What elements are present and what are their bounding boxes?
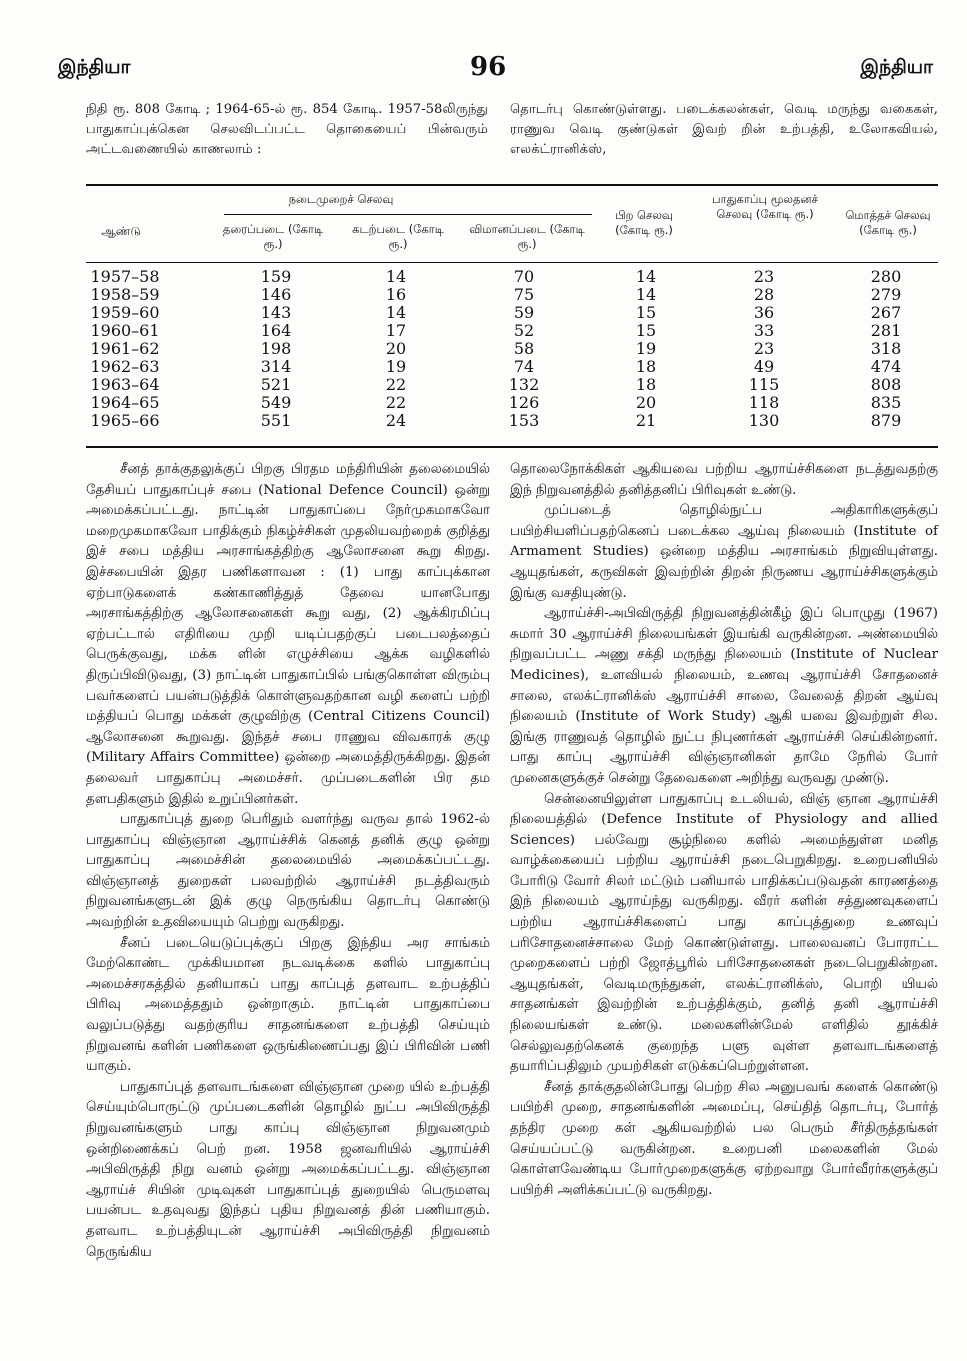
table-row	[86, 394, 938, 412]
cell-capital: 23	[753, 267, 775, 286]
cell-navy: 22	[385, 393, 407, 412]
table-header	[86, 188, 938, 262]
cell-year: 1958–59	[90, 285, 160, 304]
intro-right-paragraph: தொடர்பு கொண்டுள்ளது. படைக்கலன்கள், வெடி மருந்து வகைகள், ராணுவ வெடி குண்டுகள் இவற் றின் உற்பத்தி, உலோகவியல், எலக்ட்ரானிக்ஸ்,	[510, 102, 938, 157]
cell-capital: 33	[753, 321, 775, 340]
cell-air: 58	[513, 339, 535, 358]
cell-capital: 49	[753, 357, 775, 376]
header-navy: கடற்படை (கோடி ரூ.)	[352, 222, 444, 251]
intro-right-column	[510, 100, 938, 160]
cell-air: 153	[508, 411, 540, 430]
cell-year: 1959–60	[90, 303, 160, 322]
cell-year: 1960–61	[90, 321, 160, 340]
running-header-right: இந்தியா	[860, 56, 933, 78]
body-paragraph: சீனத் தாக்குதலுக்குப் பிறகு பிரதம மந்திரியின் தலைமையில் தேசியப் பாதுகாப்புச் சபை (National Defence Council) ஒன்று அமைக்கப்பட்டது. நாட்டின் பாதுகாப்பை நேர்முகமாகவோ மறைமுகமாகவோ பாதிக்கும் நிகழ்ச்சிகள் முதலியவற்றைக் குறித்து இச் சபை மத்திய அரசாங்கத்திற்கு ஆலோசனை கூறு கிறது. இச்சபையின் இதர பணிகளாவன : (1) பாது காப்புக்கான ஏற்பாடுகளைக் கண்காணித்துத் தேவை யானபோது அரசாங்கத்திற்கு ஆலோசனைகள் கூறு வது, (2) ஆக்கிரமிப்பு ஏற்பட்டால் எதிரியை முறி யடிப்பதற்குப் படைபலத்தைப் பெருக்குவது, மக்க ளின் எழுச்சியை ஆக்க வழிகளில் திருப்பிவிடுவது, (3) நாட்டின் பாதுகாப்பில் பங்குகொள்ள விரும்பு பவர்களைப் பயன்படுத்திக் கொள்ளுவதற்கான வழி களைப் பற்றி மத்தியப் பொது மக்கள் குழுவிற்கு (Central Citizens Council) ஆலோசனை கூறுவது. இந்தச் சபை ராணுவ விவகாரக் குழு (Military Affairs Committee) ஒன்றை அமைத்திருக்கிறது. இதன் தலைவர் பாதுகாப்பு அமைச்சர். முப்படைகளின் பிர தம தளபதிகளும் இதில் உறுப்பினர்கள்.	[86, 462, 490, 807]
cell-air: 132	[508, 375, 540, 394]
cell-navy: 24	[385, 411, 407, 430]
cell-army: 521	[260, 375, 292, 394]
body-right-column	[510, 460, 938, 1201]
intro-left-column	[86, 100, 488, 160]
cell-year: 1962–63	[90, 357, 160, 376]
cell-capital: 115	[748, 375, 780, 394]
table-top-rule	[86, 184, 938, 186]
body-paragraph: முப்படைத் தொழில்நுட்ப அதிகாரிகளுக்குப் பயிற்சியளிப்பதற்கெனப் படைக்கல ஆய்வு நிலையம் (Institute of Armament Studies) ஒன்றை மத்திய அரசாங்கம் நிறுவியுள்ளது. ஆயுதங்கள், கருவிகள் இவற்றின் திறன் நிருணய ஆராய்ச்சிகளுக்கும் இங்கு வசதியுண்டு.	[510, 503, 938, 601]
cell-total: 279	[870, 285, 902, 304]
cell-total: 281	[870, 321, 902, 340]
body-paragraph: ஆராய்ச்சி-அபிவிருத்தி நிறுவனத்தின்கீழ் இப் பொழுது (1967) சுமார் 30 ஆராய்ச்சி நிலையங்கள் இயங்கி வருகின்றன. அண்மையில் நிறுவப்பட்ட அணு சக்தி மருந்து நிலையம் (Institute of Nuclear Medicines), உளவியல் நிலையம், உணவு ஆராய்ச்சி சோதனைச் சாலை, எலக்ட்ரானிக்ஸ் ஆராய்ச்சி சாலை, வேலைத் திறன் ஆய்வு நிலையம் (Institute of Work Study) ஆகி யவை இவற்றுள் சில. இங்கு ராணுவத் தொழில் நுட்ப நிபுணர்கள் ஆராய்ச்சி செய்கின்றனர். பாது காப்பு ஆராய்ச்சி விஞ்ஞானிகள் தாமே நேரில் போர் முனைகளுக்குச் சென்று தேவைகளை அறிந்து வருவது முண்டு.	[510, 606, 938, 786]
intro-left-paragraph: நிதி ரூ. 808 கோடி ; 1964-65-ல் ரூ. 854 கோடி. 1957-58லிருந்து பாதுகாப்புக்கென செலவிடப்பட்ட தொகையைப் பின்வரும் அட்டவணையில் காணலாம் :	[86, 102, 488, 157]
cell-air: 59	[513, 303, 535, 322]
cell-other: 20	[635, 393, 657, 412]
cell-other: 14	[635, 267, 657, 286]
table-row	[86, 340, 938, 358]
cell-year: 1964–65	[90, 393, 160, 412]
cell-air: 70	[513, 267, 535, 286]
table-row	[86, 322, 938, 340]
body-paragraph: சென்னையிலுள்ள பாதுகாப்பு உடலியல், விஞ் ஞான ஆராய்ச்சி நிலையத்தில் (Defence Institute of Physiology and allied Sciences) பல்வேறு சூழ்நிலை களில் அமைந்துள்ள மனித வாழ்க்கையைப் பற்றிய ஆராய்ச்சி நடைபெறுகிறது. உறைபனியில் போரிடு வோர் சிலர் மட்டும் பனியால் பாதிக்கப்படுவதன் காரணத்தை இந் நிலையம் ஆராய்ந்து வருகிறது. வீரர் களின் சத்துணவுகளைப் பற்றிய ஆராய்ச்சிகளைப் பாது காப்புத்துறை உணவுப் பரிசோதனைச்சாலை மேற் கொண்டுள்ளது. பாலைவனப் போராட்ட முறைகளைப் பற்றி ஜோத்பூரில் பரிசோதனைகள் நடைபெறுகின்றன. ஆயுதங்கள், வெடிமருந்துகள், எலக்ட்ரானிக்ஸ், பொறி யியல் சாதனங்கள் இவற்றின் உற்பத்திக்கும், தனித் தனி ஆராய்ச்சி நிலையங்கள் உண்டு. மலைகளின்மேல் எளிதில் தூக்கிச் செல்லுவதற்கெனக் குறைந்த பளு வுள்ள தளவாடங்களைத் தயாரிப்பதிலும் முயற்சிகள் எடுக்கப்பெற்றுள்ளன.	[510, 791, 938, 1075]
cell-capital: 118	[748, 393, 780, 412]
cell-capital: 36	[753, 303, 775, 322]
cell-year: 1961–62	[90, 339, 160, 358]
table-row	[86, 268, 938, 286]
page-number: 96	[470, 52, 507, 82]
cell-total: 267	[870, 303, 902, 322]
cell-other: 15	[635, 321, 657, 340]
body-left-column	[86, 460, 490, 1263]
cell-navy: 20	[385, 339, 407, 358]
body-paragraph: சீனப் படையெடுப்புக்குப் பிறகு இந்திய அர சாங்கம் மேற்கொண்ட முக்கியமான நடவடிக்கை களில் பாதுகாப்பு அமைச்சரகத்தில் தனியாகப் பாது காப்புத் தளவாட உற்பத்திப் பிரிவு அமைத்ததும் ஒன்றாகும். நாட்டின் பாதுகாப்பை வலுப்படுத்து வதற்குரிய சாதனங்களை உற்பத்தி செய்யும் நிறுவனங் களின் பணிகளை ஒருங்கிணைப்பது இப் பிரிவின் பணி யாகும்.	[86, 935, 490, 1075]
cell-total: 879	[870, 411, 902, 430]
cell-air: 74	[513, 357, 535, 376]
cell-army: 198	[260, 339, 292, 358]
body-paragraph: பாதுகாப்புத் தளவாடங்களை விஞ்ஞான முறை யில் உற்பத்தி செய்யும்பொருட்டு முப்படைகளின் தொழில் நுட்ப அபிவிருத்தி நிறுவனங்களும் பாது காப்பு விஞ்ஞான நிறுவனமும் ஒன்றிணைக்கப் பெற் றன. 1958 ஜனவரியில் ஆராய்ச்சி அபிவிருத்தி நிறு வனம் ஒன்று அமைக்கப்பட்டது. விஞ்ஞான ஆராய்ச் சியின் முடிவுகள் பாதுகாப்புத் துறையில் பெருமளவு பயன்பட உதவுவது இந்தப் புதிய நிறுவனத் தின் பணியாகும். தளவாட உற்பத்தியுடன் ஆராய்ச்சி அபிவிருத்தி நிறுவனம் நெருங்கிய	[86, 1079, 490, 1260]
cell-army: 551	[260, 411, 292, 430]
table-header-rule	[86, 262, 938, 263]
cell-army: 314	[260, 357, 292, 376]
table-bottom-rule	[86, 446, 938, 448]
table-row	[86, 358, 938, 376]
cell-total: 318	[870, 339, 902, 358]
cell-other: 19	[635, 339, 657, 358]
cell-navy: 19	[385, 357, 407, 376]
header-air: விமானப்படை (கோடி ரூ.)	[469, 222, 585, 251]
cell-total: 835	[870, 393, 902, 412]
cell-navy: 17	[385, 321, 407, 340]
cell-other: 21	[635, 411, 657, 430]
cell-year: 1963–64	[90, 375, 160, 394]
header-capital: பாதுகாப்பு மூலதனச் செலவு (கோடி ரூ.)	[712, 192, 818, 221]
cell-capital: 23	[753, 339, 775, 358]
cell-other: 15	[635, 303, 657, 322]
cell-army: 143	[260, 303, 292, 322]
cell-air: 75	[513, 285, 535, 304]
cell-other: 18	[635, 357, 657, 376]
cell-army: 549	[260, 393, 292, 412]
cell-navy: 22	[385, 375, 407, 394]
table-row	[86, 412, 938, 430]
header-other: பிற செலவு (கோடி ரூ.)	[615, 208, 673, 237]
cell-year: 1957–58	[90, 267, 160, 286]
body-paragraph: பாதுகாப்புத் துறை பெரிதும் வளர்ந்து வருவ தால் 1962-ல் பாதுகாப்பு விஞ்ஞான ஆராய்ச்சிக் கெனத் தனிக் குழு ஒன்று பாதுகாப்பு அமைச்சின் தலைமையில் அமைக்கப்பட்டது. விஞ்ஞானத் துறைகள் பலவற்றில் ஆராய்ச்சி நடத்திவரும் நிறுவனங்களுடன் இக் குழு நெருங்கிய தொடர்பு கொண்டு அவற்றின் உதவியையும் பெற்று வருகிறது.	[86, 812, 490, 931]
header-group-underline	[224, 214, 592, 215]
body-paragraph: சீனத் தாக்குதலின்போது பெற்ற சில அனுபவங் களைக் கொண்டு பயிற்சி முறை, சாதனங்களின் அமைப்பு, செய்தித் தொடர்பு, போர்த் தந்திர முறை கள் ஆகியவற்றில் பல பெரும் சீர்திருத்தங்கள் செய்யப்பட்டு வருகின்றன. உறைபனி மலைகளின் மேல் கொள்ளவேண்டிய போர்முறைகளுக்கு ஏற்றவாறு போர்வீரர்களுக்குப் பயிற்சி அளிக்கப்பட்டு வருகிறது.	[510, 1079, 938, 1198]
cell-capital: 28	[753, 285, 775, 304]
table-row	[86, 286, 938, 304]
cell-air: 126	[508, 393, 540, 412]
running-header-left: இந்தியா	[58, 56, 131, 78]
cell-air: 52	[513, 321, 535, 340]
header-army: தரைப்படை (கோடி ரூ.)	[222, 222, 324, 251]
cell-navy: 14	[385, 267, 407, 286]
cell-total: 808	[870, 375, 902, 394]
body-paragraph: தொலைநோக்கிகள் ஆகியவை பற்றிய ஆராய்ச்சிகளை நடத்துவதற்கு இந் நிறுவனத்தில் தனித்தனிப் பிரிவுகள் உண்டு.	[510, 462, 938, 498]
cell-year: 1965–66	[90, 411, 160, 430]
header-year: ஆண்டு	[101, 224, 141, 238]
cell-other: 14	[635, 285, 657, 304]
cell-army: 159	[260, 267, 292, 286]
cell-capital: 130	[748, 411, 780, 430]
cell-army: 164	[260, 321, 292, 340]
cell-total: 474	[870, 357, 902, 376]
header-group-running-cost: நடைமுறைச் செலவு	[288, 192, 394, 206]
cell-other: 18	[635, 375, 657, 394]
table-row	[86, 304, 938, 322]
table-row	[86, 376, 938, 394]
cell-total: 280	[870, 267, 902, 286]
header-total: மொத்தச் செலவு (கோடி ரூ.)	[845, 208, 931, 237]
cell-army: 146	[260, 285, 292, 304]
cell-navy: 14	[385, 303, 407, 322]
cell-navy: 16	[385, 285, 407, 304]
